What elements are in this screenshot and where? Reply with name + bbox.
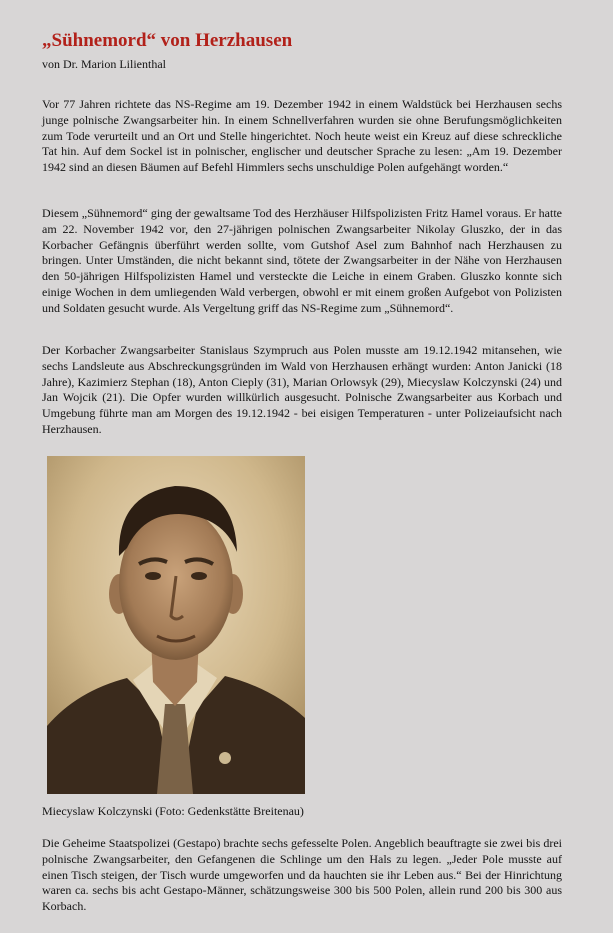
paragraph-2: Diesem „Sühnemord“ ging der gewaltsame Tod des Herzhäuser Hilfspolizisten Fritz Hamel voraus. Er hatte am 22. November 1942 vor, den 27-jährigen polnischen Zwangsarbeiter Nikolay Gluszko, der in das Korbacher Gefängnis überführt werden sollte, vom Gutshof Asel zum Bahnhof nach Herzhausen zu bringen. Unter Umständen, die nicht bekannt sind, tötete der Zwangsarbeiter in der Nähe von Herzhausen den 50-jährigen Hilfspolizisten Hamel und versteckte die Leiche in einem Graben. Gluszko konnte sich einige Wochen in dem umliegenden Wald verbergen, obwohl er mit einem großen Aufgebot von Polizisten und Soldaten gesucht wurde. Als Vergeltung griff das NS-Regime zum „Sühnemord“. — [42, 206, 562, 315]
photo-caption: Miecyslaw Kolczynski (Foto: Gedenkstätte Breitenau) — [42, 804, 304, 818]
paragraph-1: Vor 77 Jahren richtete das NS-Regime am 19. Dezember 1942 in einem Waldstück bei Herzhausen sechs junge polnische Zwangsarbeiter hin. In einem Schnellverfahren wurden sie ohne Berufungsmöglichkeiten zum Tode verurteilt und an Ort und Stelle hingerichtet. Noch heute weist ein Kreuz auf diese schreckliche Tat hin. Auf dem Sockel ist in polnischer, englischer und deutscher Sprache zu lesen: „Am 19. Dezember 1942 sind an diesen Bäumen auf Befehl Himmlers sechs unschuldige Polen aufgehängt worden.“ — [42, 97, 562, 175]
paragraph-3: Der Korbacher Zwangsarbeiter Stanislaus Szympruch aus Polen musste am 19.12.1942 mitansehen, wie sechs Landsleute aus Abschreckungsgründen im Wald von Herzhausen erhängt wurden: Anton Janicki (18 Jahre), Kazimierz Stephan (18), Anton Cieply (31), Marian Orlowsyk (29), Miecyslaw Kolczynski (24) und Jan Wojcik (21). Die Opfer wurden willkürlich ausgesucht. Polnische Zwangsarbeiter aus Korbach und Umgebung führte man am Morgen des 19.12.1942 - bei eisigen Temperaturen - unter Polizeiaufsicht nach Herzhausen. — [42, 343, 562, 436]
portrait-photo — [47, 456, 305, 794]
article-author: von Dr. Marion Lilienthal — [42, 57, 166, 71]
article-title: „Sühnemord“ von Herzhausen — [42, 30, 293, 51]
portrait-illustration — [47, 456, 305, 794]
paragraph-4: Die Geheime Staatspolizei (Gestapo) brachte sechs gefesselte Polen. Angeblich beauftragte sie zwei bis drei polnische Zwangsarbeiter, den Gefangenen die Schlinge um den Hals zu legen. „Jeder Pole musste auf einen Tisch steigen, der Tisch wurde umgeworfen und da hauchten sie ihr Leben aus.“ Bei der Hinrichtung waren ca. sechs bis acht Gestapo-Männer, schätzungsweise 300 bis 500 Polen, allein rund 200 bis 300 aus Korbach. — [42, 836, 562, 914]
